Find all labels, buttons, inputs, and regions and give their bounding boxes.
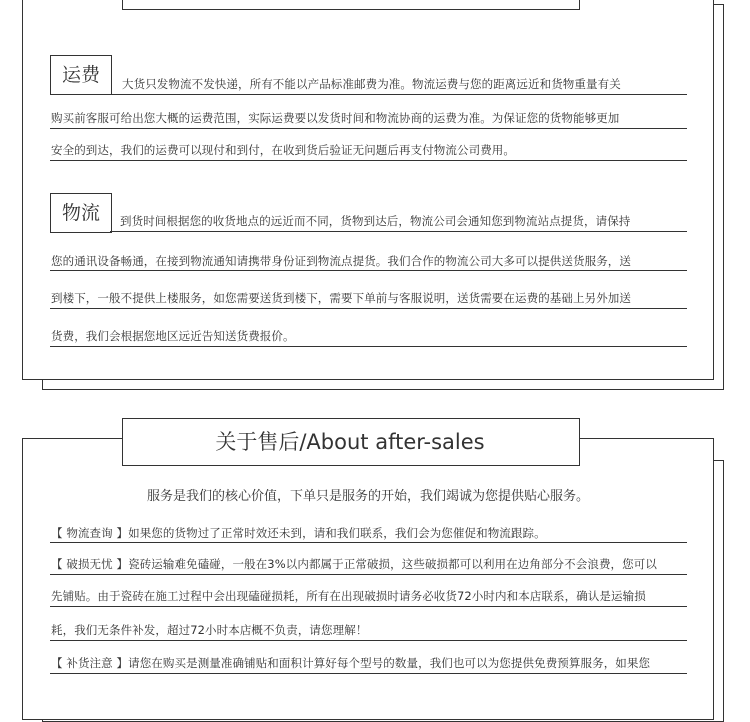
after-sales-underline-2 [50,574,687,575]
after-sales-title: 关于售后/About after-sales [123,427,577,457]
shipping-line-3: 安全的到达，我们的运费可以现付和到付，在收到货后验证无问题后再支付物流公司费用。 [51,143,515,157]
after-sales-line-1: 【 物流查询 】如果您的货物过了正常时效还未到，请和我们联系，我们会为您催促和物流跟踪。 [51,526,546,540]
logistics-line-4: 货费，我们会根据您地区远近告知送货费报价。 [51,329,295,343]
after-sales-line-2: 【 破损无忧 】瓷砖运输难免磕碰，一般在3%以内都属于正常破损，这些破损都可以利用在边角部分不会浪费，您可以 [51,557,657,571]
logistics-underline-4 [50,346,687,347]
lower-panel-frame [22,438,714,720]
logistics-underline-3 [50,308,687,309]
shipping-underline-1 [110,94,687,95]
shipping-underline-2 [50,128,687,129]
after-sales-lead: 服务是我们的核心价值，下单只是服务的开始，我们竭诚为您提供贴心服务。 [146,489,589,504]
after-sales-underline-1 [50,542,687,543]
after-sales-line-5: 【 补货注意 】请您在购买是测量准确铺贴和面积计算好每个型号的数量，我们也可以为您提供免费预算服务，如果您 [51,656,651,670]
logistics-line-3: 到楼下，一般不提供上楼服务，如您需要送货到楼下，需要下单前与客服说明，送货需要在运费的基础上另外加送 [51,291,631,305]
logistics-underline-1 [110,231,687,232]
shipping-underline-3 [50,160,687,161]
after-sales-underline-4 [50,640,687,641]
shipping-line-2: 购买前客服可给出您大概的运费范围，实际运费要以发货时间和物流协商的运费为准。为保证您的货物能够更加 [51,111,620,125]
shipping-tag: 运费 [50,55,112,95]
after-sales-line-4: 耗，我们无条件补发，超过72小时本店概不负责，请您理解！ [51,623,368,637]
logistics-underline-2 [50,270,687,271]
upper-title-box-bottom [122,0,580,10]
logistics-tag: 物流 [50,193,112,233]
shipping-line-1: 大货只发物流不发快递，所有不能以产品标准邮费为准。物流运费与您的距离远近和货物重量有关 [122,77,621,91]
upper-panel-frame [22,0,714,380]
logistics-line-1: 到货时间根据您的收货地点的远近而不同，货物到达后，物流公司会通知您到物流站点提货，请保持 [120,214,631,228]
after-sales-line-3: 先铺贴。由于瓷砖在施工过程中会出现磕碰损耗，所有在出现破损时请务必收货72小时内和本店联系，确认是运输损 [51,589,646,603]
after-sales-underline-5 [50,673,687,674]
logistics-line-2: 您的通讯设备畅通，在接到物流通知请携带身份证到物流点提货。我们合作的物流公司大多可以提供送货服务，送 [51,254,631,268]
after-sales-underline-3 [50,606,687,607]
